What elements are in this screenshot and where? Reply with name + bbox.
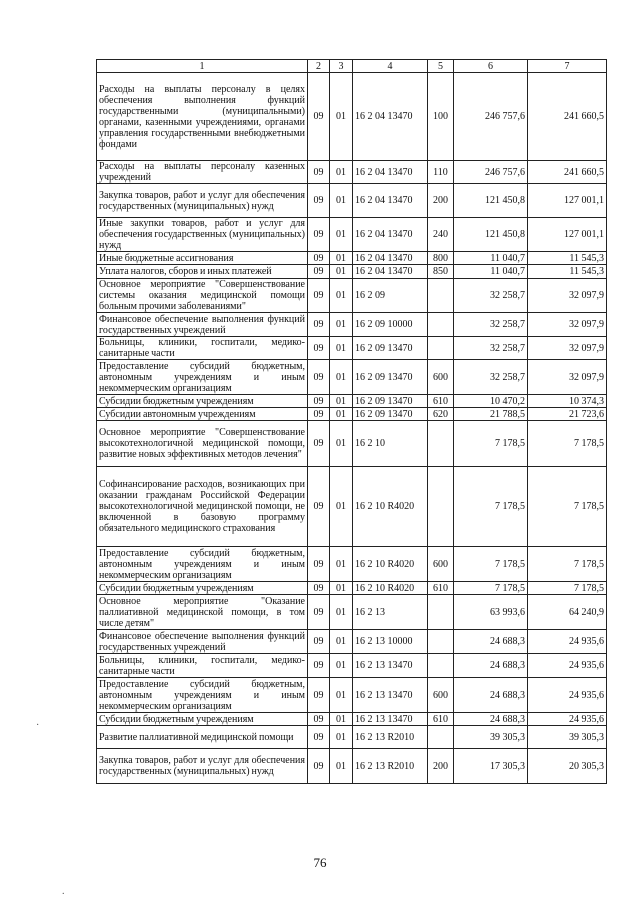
table-body	[97, 73, 607, 784]
row-target-article: 16 2 13 R2010	[353, 726, 428, 749]
row-subsection-code: 01	[330, 630, 353, 654]
row-description: Субсидии бюджетным учреждениям	[97, 395, 308, 408]
row-amount-year2: 20 305,3	[528, 749, 607, 784]
row-amount-year2: 21 723,6	[528, 408, 607, 421]
row-section-code: 09	[308, 408, 330, 421]
row-subsection-code: 01	[330, 184, 353, 218]
row-expense-type: 600	[428, 360, 454, 395]
row-amount-year1: 32 258,7	[454, 337, 528, 360]
row-section-code: 09	[308, 582, 330, 595]
row-amount-year1: 121 450,8	[454, 218, 528, 252]
row-expense-type	[428, 595, 454, 630]
row-amount-year2: 24 935,6	[528, 654, 607, 678]
scan-speck: .	[62, 886, 65, 897]
row-amount-year1: 7 178,5	[454, 421, 528, 467]
table-row	[97, 630, 607, 654]
column-header: 1	[97, 60, 308, 73]
row-target-article: 16 2 04 13470	[353, 73, 428, 161]
row-subsection-code: 01	[330, 161, 353, 184]
row-section-code: 09	[308, 678, 330, 713]
row-amount-year1: 7 178,5	[454, 467, 528, 547]
row-amount-year2: 11 545,3	[528, 265, 607, 279]
row-section-code: 09	[308, 313, 330, 337]
row-target-article: 16 2 10 R4020	[353, 547, 428, 582]
row-section-code: 09	[308, 360, 330, 395]
table-row	[97, 184, 607, 218]
row-amount-year2: 127 001,1	[528, 218, 607, 252]
row-description: Расходы на выплаты персоналу казенных учреждений	[97, 161, 308, 184]
row-section-code: 09	[308, 421, 330, 467]
row-target-article: 16 2 13 13470	[353, 654, 428, 678]
row-expense-type: 100	[428, 73, 454, 161]
row-expense-type: 610	[428, 395, 454, 408]
row-section-code: 09	[308, 337, 330, 360]
row-amount-year2: 24 935,6	[528, 713, 607, 726]
row-subsection-code: 01	[330, 265, 353, 279]
row-description: Субсидии бюджетным учреждениям	[97, 713, 308, 726]
row-description: Основное мероприятие "Совершенствование системы оказания медицинской помощи больным прочими заболеваниями"	[97, 279, 308, 313]
row-amount-year1: 7 178,5	[454, 582, 528, 595]
row-target-article: 16 2 13 13470	[353, 713, 428, 726]
row-expense-type: 800	[428, 252, 454, 265]
row-amount-year2: 64 240,9	[528, 595, 607, 630]
table-row	[97, 595, 607, 630]
row-section-code: 09	[308, 184, 330, 218]
row-expense-type	[428, 279, 454, 313]
table-row	[97, 678, 607, 713]
row-section-code: 09	[308, 595, 330, 630]
column-header: 4	[353, 60, 428, 73]
row-subsection-code: 01	[330, 582, 353, 595]
row-target-article: 16 2 04 13470	[353, 252, 428, 265]
row-amount-year1: 32 258,7	[454, 279, 528, 313]
row-amount-year2: 24 935,6	[528, 678, 607, 713]
column-header: 2	[308, 60, 330, 73]
row-description: Субсидии бюджетным учреждениям	[97, 582, 308, 595]
column-header: 3	[330, 60, 353, 73]
row-description: Закупка товаров, работ и услуг для обеспечения государственных (муниципальных) нужд	[97, 184, 308, 218]
row-section-code: 09	[308, 265, 330, 279]
row-description: Финансовое обеспечение выполнения функций государственных учреждений	[97, 630, 308, 654]
row-expense-type: 850	[428, 265, 454, 279]
scan-speck: ·	[36, 720, 40, 731]
row-target-article: 16 2 13	[353, 595, 428, 630]
row-expense-type: 200	[428, 749, 454, 784]
row-amount-year1: 11 040,7	[454, 265, 528, 279]
table-row	[97, 73, 607, 161]
page-number: 76	[313, 855, 327, 870]
row-amount-year1: 7 178,5	[454, 547, 528, 582]
row-expense-type	[428, 654, 454, 678]
row-subsection-code: 01	[330, 467, 353, 547]
row-description: Софинансирование расходов, возникающих при оказании гражданам Российской Федерации высокотехнологичной медицинской помощи, не включенной в базовую программу обязательного медицинского страхования	[97, 467, 308, 547]
table-row	[97, 313, 607, 337]
row-description: Основное мероприятие "Оказание паллиативной медицинской помощи, в том числе детям"	[97, 595, 308, 630]
row-amount-year2: 32 097,9	[528, 313, 607, 337]
row-section-code: 09	[308, 547, 330, 582]
table-row	[97, 726, 607, 749]
row-amount-year1: 121 450,8	[454, 184, 528, 218]
row-subsection-code: 01	[330, 337, 353, 360]
row-amount-year1: 24 688,3	[454, 630, 528, 654]
row-amount-year2: 39 305,3	[528, 726, 607, 749]
row-amount-year1: 246 757,6	[454, 161, 528, 184]
row-subsection-code: 01	[330, 279, 353, 313]
row-expense-type: 200	[428, 184, 454, 218]
table-row	[97, 547, 607, 582]
table-row	[97, 713, 607, 726]
row-amount-year2: 7 178,5	[528, 421, 607, 467]
row-expense-type	[428, 467, 454, 547]
row-section-code: 09	[308, 630, 330, 654]
row-section-code: 09	[308, 252, 330, 265]
row-description: Субсидии автономным учреждениям	[97, 408, 308, 421]
row-amount-year2: 7 178,5	[528, 467, 607, 547]
row-amount-year1: 39 305,3	[454, 726, 528, 749]
row-target-article: 16 2 04 13470	[353, 161, 428, 184]
row-subsection-code: 01	[330, 595, 353, 630]
row-target-article: 16 2 09 10000	[353, 313, 428, 337]
row-subsection-code: 01	[330, 749, 353, 784]
row-amount-year2: 127 001,1	[528, 184, 607, 218]
row-subsection-code: 01	[330, 726, 353, 749]
row-subsection-code: 01	[330, 218, 353, 252]
row-description: Иные закупки товаров, работ и услуг для обеспечения государственных (муниципальных) нужд	[97, 218, 308, 252]
row-expense-type: 610	[428, 713, 454, 726]
row-amount-year1: 32 258,7	[454, 360, 528, 395]
row-subsection-code: 01	[330, 713, 353, 726]
row-description: Предоставление субсидий бюджетным, автономным учреждениям и иным некоммерческим организациям	[97, 360, 308, 395]
row-description: Закупка товаров, работ и услуг для обеспечения государственных (муниципальных) нужд	[97, 749, 308, 784]
table-row	[97, 749, 607, 784]
row-amount-year2: 32 097,9	[528, 279, 607, 313]
row-section-code: 09	[308, 395, 330, 408]
row-subsection-code: 01	[330, 360, 353, 395]
table-row	[97, 218, 607, 252]
row-amount-year2: 241 660,5	[528, 161, 607, 184]
row-section-code: 09	[308, 713, 330, 726]
row-expense-type: 240	[428, 218, 454, 252]
row-amount-year2: 24 935,6	[528, 630, 607, 654]
table-row	[97, 161, 607, 184]
row-expense-type: 620	[428, 408, 454, 421]
row-description: Предоставление субсидий бюджетным, автономным учреждениям и иным некоммерческим организациям	[97, 678, 308, 713]
table-row	[97, 395, 607, 408]
row-target-article: 16 2 13 10000	[353, 630, 428, 654]
row-expense-type: 600	[428, 547, 454, 582]
row-section-code: 09	[308, 218, 330, 252]
table-row	[97, 337, 607, 360]
row-description: Развитие паллиативной медицинской помощи	[97, 726, 308, 749]
table-row	[97, 654, 607, 678]
table-row	[97, 252, 607, 265]
row-amount-year2: 32 097,9	[528, 360, 607, 395]
row-subsection-code: 01	[330, 678, 353, 713]
row-amount-year1: 11 040,7	[454, 252, 528, 265]
table-row	[97, 279, 607, 313]
row-target-article: 16 2 10	[353, 421, 428, 467]
row-subsection-code: 01	[330, 313, 353, 337]
row-subsection-code: 01	[330, 547, 353, 582]
table-row	[97, 421, 607, 467]
row-section-code: 09	[308, 161, 330, 184]
row-description: Уплата налогов, сборов и иных платежей	[97, 265, 308, 279]
row-description: Финансовое обеспечение выполнения функций государственных учреждений	[97, 313, 308, 337]
row-expense-type: 110	[428, 161, 454, 184]
row-target-article: 16 2 04 13470	[353, 265, 428, 279]
row-subsection-code: 01	[330, 408, 353, 421]
row-amount-year2: 7 178,5	[528, 582, 607, 595]
row-expense-type	[428, 337, 454, 360]
column-header: 7	[528, 60, 607, 73]
row-section-code: 09	[308, 654, 330, 678]
row-description: Предоставление субсидий бюджетным, автономным учреждениям и иным некоммерческим организациям	[97, 547, 308, 582]
table-row	[97, 582, 607, 595]
row-target-article: 16 2 09 13470	[353, 408, 428, 421]
table-row	[97, 265, 607, 279]
row-expense-type: 610	[428, 582, 454, 595]
row-section-code: 09	[308, 749, 330, 784]
row-amount-year1: 10 470,2	[454, 395, 528, 408]
row-expense-type	[428, 630, 454, 654]
row-amount-year1: 24 688,3	[454, 678, 528, 713]
row-target-article: 16 2 13 13470	[353, 678, 428, 713]
table-row	[97, 408, 607, 421]
row-target-article: 16 2 09 13470	[353, 337, 428, 360]
row-description: Иные бюджетные ассигнования	[97, 252, 308, 265]
row-target-article: 16 2 09 13470	[353, 395, 428, 408]
row-section-code: 09	[308, 73, 330, 161]
row-description: Больницы, клиники, госпитали, медико-санитарные части	[97, 654, 308, 678]
row-subsection-code: 01	[330, 252, 353, 265]
row-expense-type: 600	[428, 678, 454, 713]
row-subsection-code: 01	[330, 73, 353, 161]
row-expense-type	[428, 313, 454, 337]
table-row	[97, 360, 607, 395]
row-description: Основное мероприятие "Совершенствование высокотехнологичной медицинской помощи, развитие новых эффективных методов лечения"	[97, 421, 308, 467]
row-amount-year2: 241 660,5	[528, 73, 607, 161]
row-description: Расходы на выплаты персоналу в целях обеспечения выполнения функций государственными (муниципальными) органами, казенными учреждениями, органами управления государственными внебюджетными фондами	[97, 73, 308, 161]
row-amount-year2: 11 545,3	[528, 252, 607, 265]
row-target-article: 16 2 04 13470	[353, 184, 428, 218]
row-target-article: 16 2 10 R4020	[353, 582, 428, 595]
row-section-code: 09	[308, 279, 330, 313]
column-header: 6	[454, 60, 528, 73]
row-amount-year1: 24 688,3	[454, 654, 528, 678]
row-target-article: 16 2 09 13470	[353, 360, 428, 395]
row-amount-year1: 24 688,3	[454, 713, 528, 726]
row-target-article: 16 2 10 R4020	[353, 467, 428, 547]
row-subsection-code: 01	[330, 421, 353, 467]
budget-table	[96, 59, 607, 784]
table-header-row	[97, 60, 607, 73]
row-amount-year1: 21 788,5	[454, 408, 528, 421]
row-expense-type	[428, 421, 454, 467]
row-expense-type	[428, 726, 454, 749]
row-subsection-code: 01	[330, 654, 353, 678]
row-description: Больницы, клиники, госпитали, медико-санитарные части	[97, 337, 308, 360]
column-header: 5	[428, 60, 454, 73]
row-amount-year2: 32 097,9	[528, 337, 607, 360]
row-target-article: 16 2 13 R2010	[353, 749, 428, 784]
row-target-article: 16 2 04 13470	[353, 218, 428, 252]
row-amount-year1: 32 258,7	[454, 313, 528, 337]
row-subsection-code: 01	[330, 395, 353, 408]
row-amount-year2: 10 374,3	[528, 395, 607, 408]
row-section-code: 09	[308, 467, 330, 547]
row-amount-year1: 246 757,6	[454, 73, 528, 161]
row-target-article: 16 2 09	[353, 279, 428, 313]
row-amount-year1: 17 305,3	[454, 749, 528, 784]
row-section-code: 09	[308, 726, 330, 749]
table-row	[97, 467, 607, 547]
row-amount-year2: 7 178,5	[528, 547, 607, 582]
row-amount-year1: 63 993,6	[454, 595, 528, 630]
